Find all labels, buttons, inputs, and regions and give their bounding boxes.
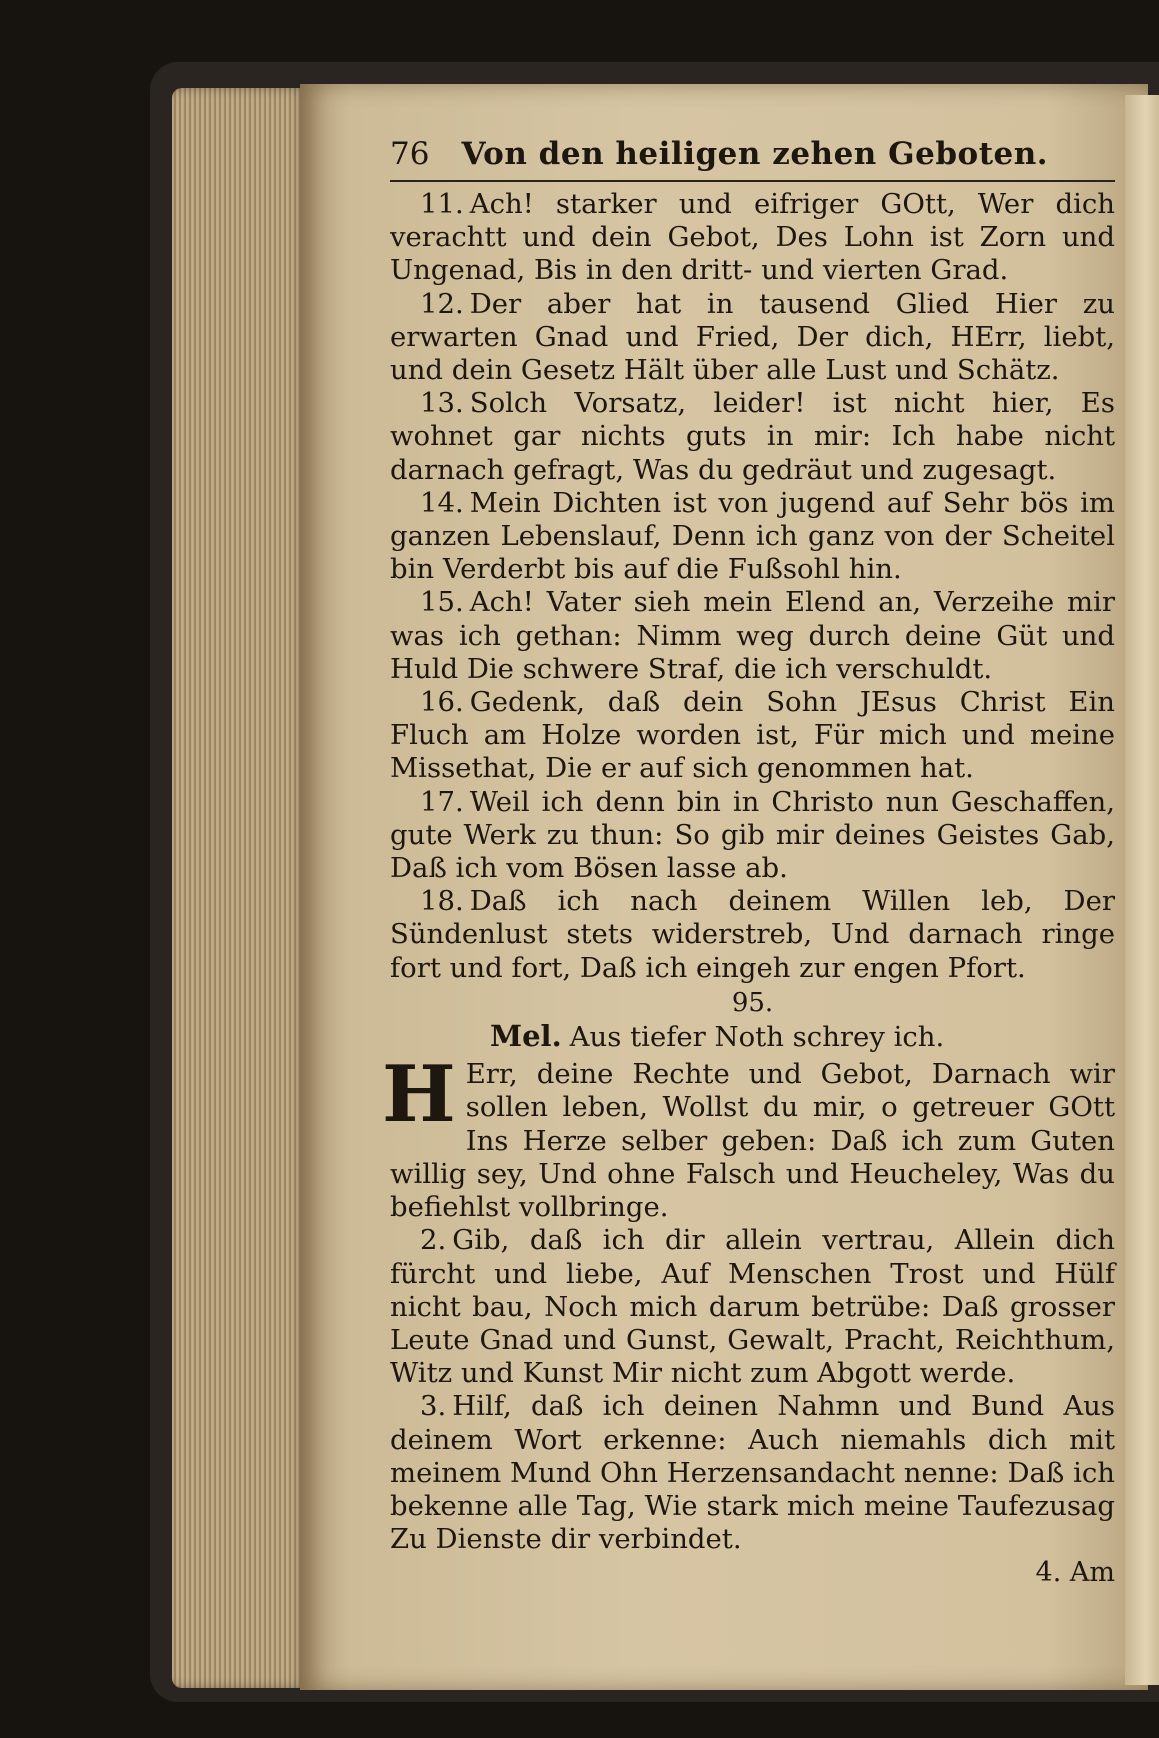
stanza-text: Hilf, daß ich deinen Nahmn und Bund Aus deinem Wort erkenne: Auch niemahls dich mit meinem Mund Ohn Herzensandacht nenne: Daß ich bekenne alle Tag, Wie stark mich meine Taufezusag Zu Dienste dir verbindet.	[390, 1390, 1115, 1556]
stanza	[390, 188, 1115, 288]
stanza	[390, 1390, 1115, 1556]
stanza-text: Gedenk, daß dein Sohn JEsus Christ Ein Fluch am Holze worden ist, Für mich und meine Missethat, Die er auf sich genommen hat.	[390, 686, 1115, 785]
page-number: 76	[390, 136, 430, 172]
facing-page-edge	[1125, 95, 1159, 1685]
stanza-text: Gib, daß ich dir allein vertrau, Allein dich fürcht und liebe, Auf Menschen Trost und Hülf nicht bau, Noch mich darum betrübe: Daß grosser Leute Gnad und Gunst, Gewalt, Pracht, Reichthum, Witz und Kunst Mir nicht zum Abgott werde.	[390, 1224, 1115, 1390]
stanza-number: 15.	[420, 586, 464, 619]
stanza	[390, 786, 1115, 886]
stanza	[390, 686, 1115, 786]
page-footer	[390, 1556, 1115, 1589]
stanza-number: 18.	[420, 885, 464, 918]
stanza-number: 2.	[420, 1224, 447, 1257]
stanza-text: Weil ich denn bin in Christo nun Geschaffen, gute Werk zu thun: So gib mir deines Geistes Gab, Daß ich vom Bösen lasse ab.	[390, 785, 1115, 885]
stanza-text: Mein Dichten ist von jugend auf Sehr bös im ganzen Lebenslauf, Denn ich ganz von der Scheitel bin Verderbt bis auf die Fußsohl hin.	[390, 486, 1115, 586]
stanza-number: 12.	[420, 287, 464, 320]
melody-label: Mel.	[490, 1019, 562, 1054]
stanza-number: 14.	[420, 486, 464, 519]
first-stanza-text: Err, deine Rechte und Gebot, Darnach wir sollen leben, Wollst du mir, o getreuer GOtt Ins Herze selber geben: Daß ich zum Guten willig sey, Und ohne Falsch und Heucheley, Was du befiehlst vollbringe.	[390, 1058, 1115, 1224]
stanza-text: Ach! starker und eifriger GOtt, Wer dich verachtt und dein Gebot, Des Lohn ist Zorn und Ungenad, Bis in den dritt- und vierten Grad.	[390, 188, 1115, 287]
stanza-number: 11.	[420, 188, 464, 220]
hymn-number: 95.	[731, 987, 774, 1018]
drop-cap: H	[382, 1049, 456, 1141]
melody-text: Aus tiefer Noth schrey ich.	[569, 1021, 945, 1054]
catchword: 4. Am	[1035, 1557, 1115, 1589]
stanza	[390, 288, 1115, 388]
stanza-number: 16.	[420, 686, 464, 719]
stanza	[390, 586, 1115, 686]
stanza-text: Daß ich nach deinem Willen leb, Der Sündenlust stets widerstreb, Und darnach ringe fort und fort, Daß ich eingeh zur engen Pfort.	[390, 885, 1115, 984]
page-stack-edges	[172, 88, 307, 1688]
stanza-text: Solch Vorsatz, leider! ist nicht hier, Es wohnet gar nichts guts in mir: Ich habe nicht darnach gefragt, Was du gedräut und zugesagt.	[390, 387, 1115, 486]
stanza-text: Ach! Vater sieh mein Elend an, Verzeihe mir was ich gethan: Nimm weg durch deine Güt und Huld Die schwere Straf, die ich verschuldt.	[390, 586, 1115, 685]
stanza	[390, 487, 1115, 587]
stanza-number: 17.	[420, 785, 464, 818]
stanza-list-previous-hymn	[390, 188, 1115, 985]
running-header	[390, 138, 1115, 178]
header-rule	[390, 180, 1115, 182]
stanza-number: 3.	[420, 1390, 447, 1423]
first-stanza	[382, 1049, 1115, 1224]
melody-line	[490, 1020, 1115, 1054]
stanza	[390, 387, 1115, 487]
stanza-text: Der aber hat in tausend Glied Hier zu erwarten Gnad und Fried, Der dich, HErr, liebt, und dein Gesetz Hält über alle Lust und Schätz.	[390, 287, 1115, 387]
stanza-number: 13.	[420, 387, 464, 420]
running-head-title: Von den heiligen zehen Geboten.	[461, 136, 1049, 172]
stanza	[390, 1224, 1115, 1390]
stanza	[390, 885, 1115, 985]
page-text	[382, 136, 1115, 1608]
